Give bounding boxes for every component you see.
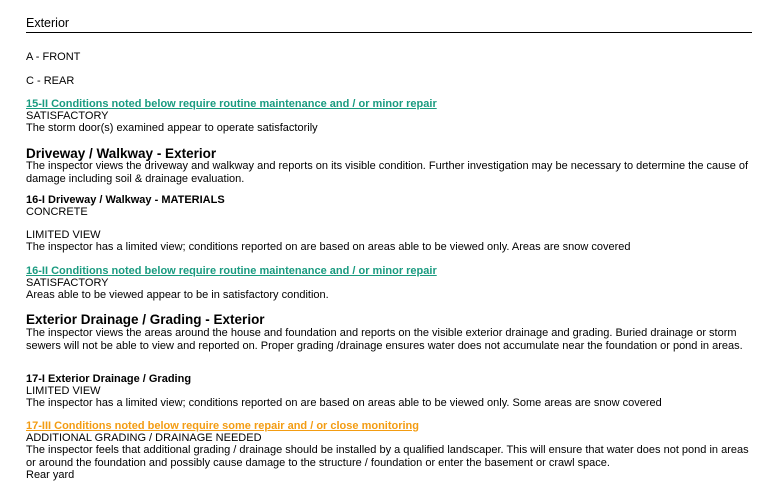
drainage-limited-label: LIMITED VIEW — [26, 385, 101, 397]
driveway-description: The inspector views the driveway and walkway and reports on its visible condition. Further investigation may be necessary to determine the cause of damage including soil & drainage evaluation. — [26, 160, 749, 185]
driveway-heading: Driveway / Walkway - Exterior — [26, 146, 217, 161]
location-front: A - FRONT — [26, 51, 81, 63]
driveway-status: SATISFACTORY — [26, 277, 109, 289]
drainage-limited-note: The inspector has a limited view; conditions reported on are based on areas able to be viewed only. Some areas are snow covered — [26, 397, 662, 409]
drainage-item-label: 17-I Exterior Drainage / Grading — [26, 373, 192, 385]
drainage-finding: ADDITIONAL GRADING / DRAINAGE NEEDED — [26, 432, 262, 444]
driveway-limited-note: The inspector has a limited view; conditions reported on are based on areas able to be viewed only. Areas are snow covered — [26, 241, 631, 253]
drainage-heading: Exterior Drainage / Grading - Exterior — [26, 312, 265, 327]
driveway-material: CONCRETE — [26, 206, 88, 218]
status-15: SATISFACTORY — [26, 110, 109, 122]
condition-link-17[interactable]: 17-III Conditions noted below require some repair and / or close monitoring — [26, 420, 419, 432]
driveway-limited-label: LIMITED VIEW — [26, 229, 101, 241]
section-title: Exterior — [26, 16, 752, 33]
drainage-finding-note: The inspector feels that additional grading / drainage should be installed by a qualified landscaper. This will ensure that water does not pond in areas or around the foundation and possibly cause damage to the structure / foundation or enter the basement or crawl space. — [26, 444, 749, 469]
location-rear: C - REAR — [26, 75, 75, 87]
drainage-location: Rear yard — [26, 469, 75, 481]
note-15: The storm door(s) examined appear to operate satisfactorily — [26, 122, 318, 134]
driveway-materials-label: 16-I Driveway / Walkway - MATERIALS — [26, 194, 225, 206]
driveway-status-note: Areas able to be viewed appear to be in satisfactory condition. — [26, 289, 329, 301]
condition-link-16[interactable]: 16-II Conditions noted below require routine maintenance and / or minor repair — [26, 265, 437, 277]
drainage-description: The inspector views the areas around the house and foundation and reports on the visible exterior drainage and grading. Buried drainage or storm sewers will not be able to view and reported on. Proper grading /drainage ensures water does not accumulate near the foundation or pond in areas. — [26, 327, 743, 352]
condition-link-15[interactable]: 15-II Conditions noted below require routine maintenance and / or minor repair — [26, 98, 437, 110]
